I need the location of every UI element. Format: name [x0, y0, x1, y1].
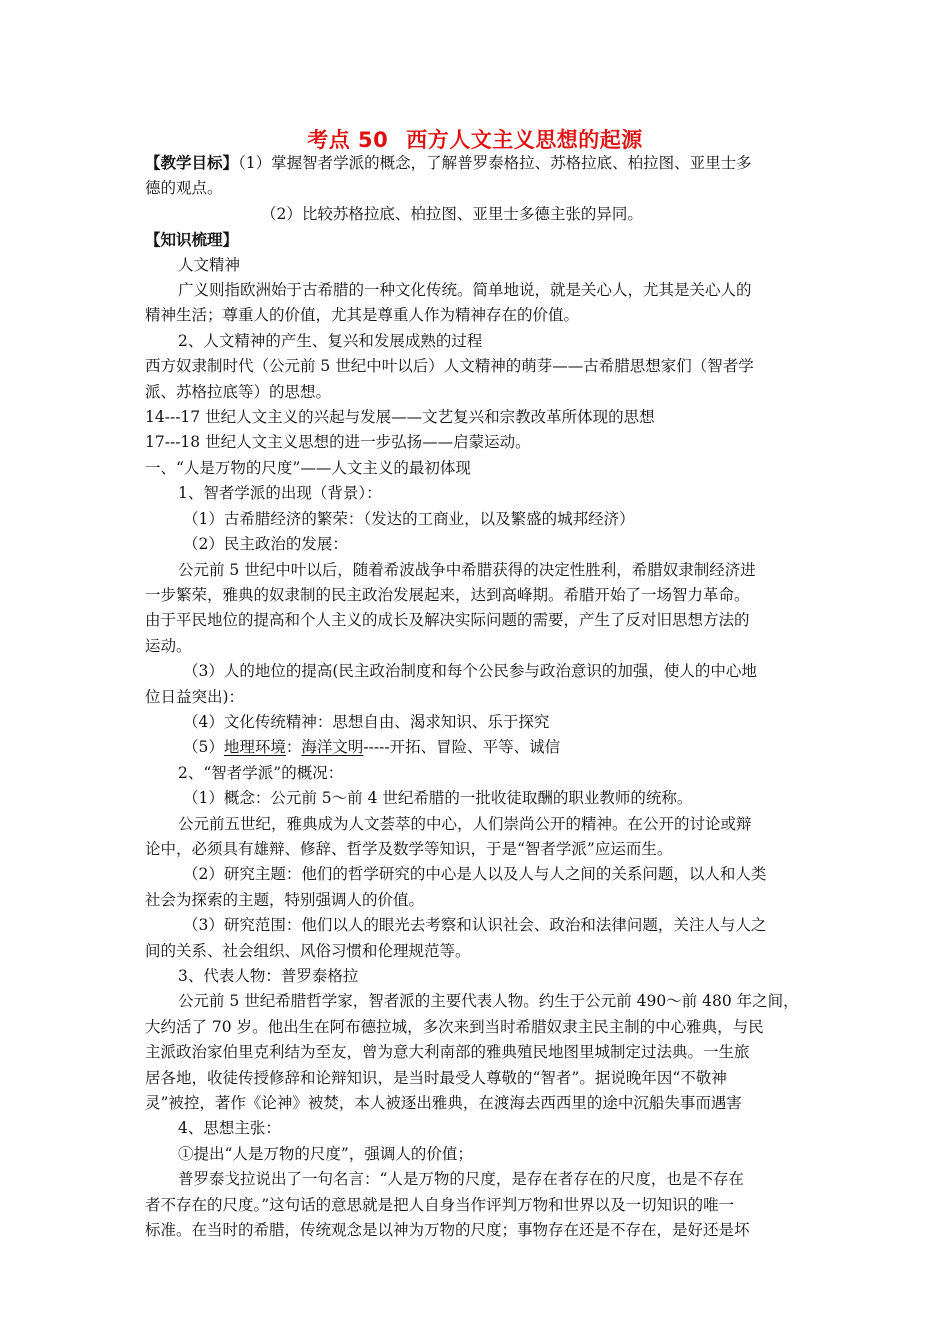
text-line: 大约活了 70 岁。他出生在阿布德拉城，多次来到当时希腊奴隶主民主制的中心雅典，与民 — [145, 1017, 764, 1036]
knowledge-label: 【知识梳理】 — [145, 230, 239, 250]
paragraph-block-1 — [145, 253, 810, 736]
title-main: 西方人文主义思想的起源 — [406, 128, 643, 152]
text-line: 论中，必须具有雄辩、修辞、哲学及数学等知识，于是“智者学派”应运而生。 — [145, 839, 673, 858]
text-line: 普罗泰戈拉说出了一句名言：“人是万物的尺度，是存在者存在的尺度，也是不存在 — [178, 1170, 744, 1189]
text-line: 人文精神 — [178, 255, 241, 274]
goals-label: 【教学目标】 — [145, 153, 239, 172]
goals-text-1: （1）掌握智者学派的概念，了解普罗泰格拉、苏格拉底、柏拉图、亚里士多 — [238, 154, 752, 172]
text-line: 位日益突出)： — [145, 687, 245, 706]
text-line: 一步繁荣，雅典的奴隶制的民主政治发展起来，达到高峰期。希腊开始了一场智力革命。 — [145, 585, 750, 604]
document-body — [145, 150, 810, 1243]
geo-colon: ： — [285, 738, 302, 757]
geo-line — [145, 735, 810, 760]
text-line: 灵”被控，著作《论神》被焚，本人被逐出雅典，在渡海去西西里的途中沉船失事而遇害 — [145, 1094, 742, 1113]
text-line: 14---17 世纪人文主义的兴起与发展——文艺复兴和宗教改革所体现的思想 — [145, 408, 655, 427]
text-line: 精神生活；尊重人的价值，尤其是尊重人作为精神存在的价值。 — [145, 306, 580, 325]
text-line: 公元前 5 世纪中叶以后，随着希波战争中希腊获得的决定性胜利，希腊奴隶制经济进 — [178, 560, 756, 579]
text-line: 间的关系、社会组织、风俗习惯和伦理规范等。 — [145, 941, 471, 960]
text-line: 者不存在的尺度。”这句话的意思就是把人自身当作评判万物和世界以及一切知识的唯一 — [145, 1195, 735, 1214]
text-line: 2、人文精神的产生、复兴和发展成熟的过程 — [178, 331, 483, 350]
text-line: （1）概念：公元前 5～前 4 世纪希腊的一批收徒取酬的职业教师的统称。 — [183, 789, 693, 808]
text-line: 4、思想主张： — [178, 1119, 281, 1138]
geo-underline-1: 地理环境 — [223, 738, 286, 757]
text-line: 标准。在当时的希腊，传统观念是以神为万物的尺度；事物存在还是不存在，是好还是坏 — [145, 1221, 750, 1240]
text-line: （2）民主政治的发展： — [183, 535, 348, 554]
text-line: （1）古希腊经济的繁荣：（发达的工商业，以及繁盛的城邦经济） — [183, 509, 635, 528]
text-line: （2）研究主题：他们的哲学研究的中心是人以及人与人之间的关系问题，以人和人类 — [183, 865, 767, 884]
text-line: ①提出“人是万物的尺度”，强调人的价值； — [178, 1144, 473, 1163]
geo-rest: -----开拓、冒险、平等、诚信 — [363, 738, 561, 757]
text-line: 3、代表人物：普罗泰格拉 — [178, 967, 359, 985]
text-line: （3）研究范围：他们以人的眼光去考察和认识社会、政治和法律问题，关注人与人之 — [183, 916, 767, 935]
geo-prefix: （5） — [183, 738, 224, 757]
text-line: 公元前 5 世纪希腊哲学家，智者派的主要代表人物。约生于公元前 490～前 480 年之间， — [178, 992, 799, 1011]
paragraph-block-2 — [145, 761, 810, 1244]
text-line: 17---18 世纪人文主义思想的进一步弘扬——启蒙运动。 — [145, 433, 531, 452]
text-line: （4）文化传统精神：思想自由、渴求知识、乐于探究 — [183, 712, 550, 731]
title-prefix: 考点 50 — [307, 128, 389, 152]
text-line: （3）人的地位的提高(民主政治制度和每个公民参与政治意识的加强，使人的中心地 — [183, 662, 757, 681]
text-line: 社会为探索的主题，特别强调人的价值。 — [145, 890, 425, 909]
text-line: 一、“人是万物的尺度”——人文主义的最初体现 — [145, 458, 471, 477]
text-line: 广义则指欧洲始于古希腊的一种文化传统。简单地说，就是关心人，尤其是关心人的 — [178, 281, 752, 300]
text-line: 由于平民地位的提高和个人主义的成长及解决实际问题的需要，产生了反对旧思想方法的 — [145, 611, 750, 630]
geo-underline-2: 海洋文明 — [301, 738, 364, 757]
goals-line-1 — [145, 150, 810, 176]
text-line: 2、“智者学派”的概况： — [178, 763, 344, 782]
text-line: 居各地，收徒传授修辞和论辩知识，是当时最受人尊敬的“智者”。据说晚年因“不敬神 — [145, 1068, 727, 1087]
goals-line-1b: 德的观点。 — [145, 179, 223, 198]
text-line: 运动。 — [145, 636, 192, 655]
text-line: 公元前五世纪，雅典成为人文荟萃的中心，人们崇尚公开的精神。在公开的讨论或辩 — [178, 814, 752, 833]
text-line: 主派政治家伯里克利结为至友，曾为意大利南部的雅典殖民地图里城制定过法典。一生旅 — [145, 1043, 750, 1062]
goals-line-2: （2）比较苏格拉底、柏拉图、亚里士多德主张的异同。 — [261, 204, 643, 223]
text-line: 1、智者学派的出现（背景）： — [178, 484, 382, 503]
text-line: 派、苏格拉底等）的思想。 — [145, 382, 332, 401]
text-line: 西方奴隶制时代（公元前 5 世纪中叶以后）人文精神的萌芽——古希腊思想家们（智者学 — [145, 357, 754, 376]
